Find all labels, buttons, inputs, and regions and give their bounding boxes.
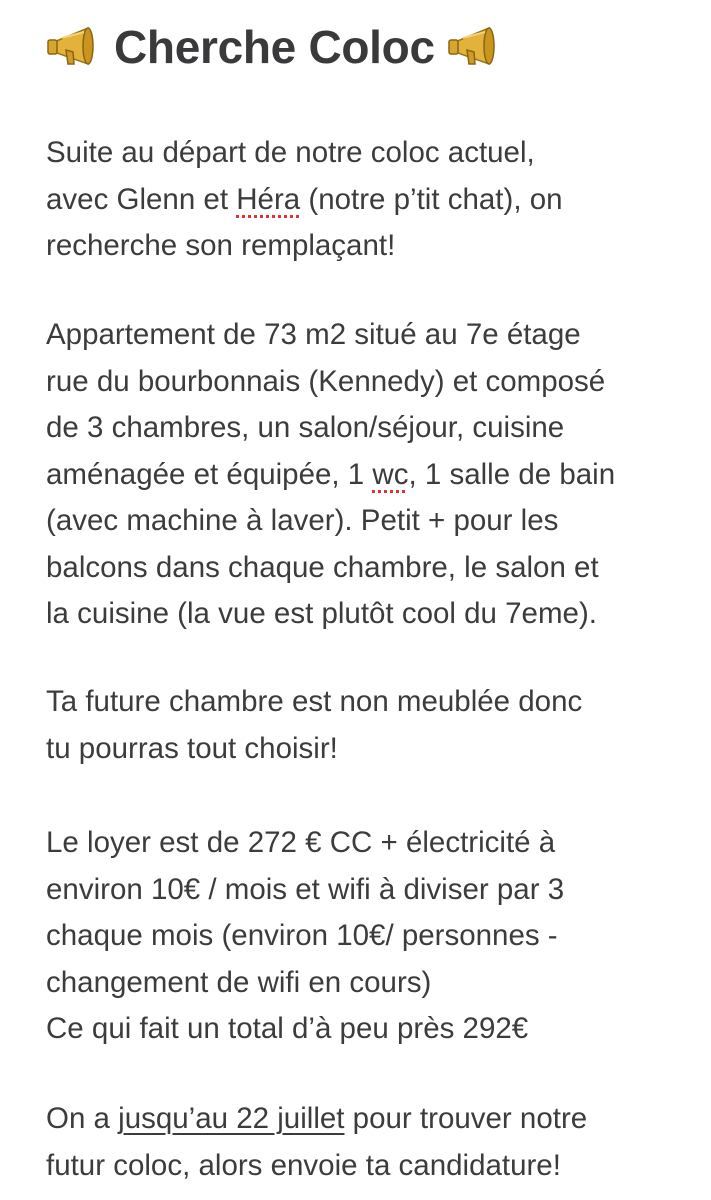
text-line: changement de wifi en cours) xyxy=(46,965,432,999)
text-line: Le loyer est de 272 € CC + électricité à xyxy=(46,826,556,859)
text-line: environ 10€ / mois et wifi à diviser par 3 xyxy=(46,872,565,906)
text-line: Suite au départ de notre coloc actuel, xyxy=(46,136,535,169)
paragraph-intro xyxy=(46,130,696,270)
text-segment: aménagée et équipée, 1 xyxy=(46,457,373,491)
text-line: Appartement de 73 m2 situé au 7e étage xyxy=(46,318,581,351)
title-row xyxy=(46,14,503,80)
text-line: (avec machine à laver). Petit + pour les xyxy=(46,504,559,537)
date-link[interactable]: jusqu’au 22 juillet xyxy=(118,1102,345,1135)
text-line xyxy=(46,1096,696,1143)
megaphone-icon xyxy=(447,24,503,70)
text-segment: On a xyxy=(46,1102,119,1135)
misspelled-word[interactable]: Héra xyxy=(236,182,301,216)
text-line xyxy=(46,452,696,499)
text-line: tu pourras tout choisir! xyxy=(46,731,338,765)
text-line xyxy=(46,177,696,224)
text-line: balcons dans chaque chambre, le salon et xyxy=(46,550,599,584)
text-segment: , 1 salle de bain xyxy=(408,457,616,491)
text-segment: (notre p’tit chat), on xyxy=(300,182,563,216)
megaphone-icon xyxy=(46,24,102,70)
text-line: de 3 chambres, un salon/séjour, cuisine xyxy=(46,411,565,444)
page-title: Cherche Coloc xyxy=(114,21,435,73)
misspelled-word[interactable]: wc xyxy=(372,457,409,491)
text-segment: pour trouver notre xyxy=(344,1102,588,1135)
paragraph-apartment xyxy=(46,312,696,638)
text-line: recherche son remplaçant! xyxy=(46,229,396,262)
text-line: Ta future chambre est non meublée donc xyxy=(46,685,583,718)
text-segment: avec Glenn et xyxy=(46,182,237,216)
text-line: chaque mois (environ 10€/ personnes - xyxy=(46,919,558,952)
text-line: Ce qui fait un total d’à peu près 292€ xyxy=(46,1012,529,1045)
paragraph-rent xyxy=(46,820,696,1053)
paragraph-deadline xyxy=(46,1096,696,1189)
paragraph-room xyxy=(46,679,696,772)
text-line: rue du bourbonnais (Kennedy) et composé xyxy=(46,364,606,398)
text-line: la cuisine (la vue est plutôt cool du 7eme). xyxy=(46,597,597,630)
text-line: futur coloc, alors envoie ta candidature! xyxy=(46,1148,561,1182)
